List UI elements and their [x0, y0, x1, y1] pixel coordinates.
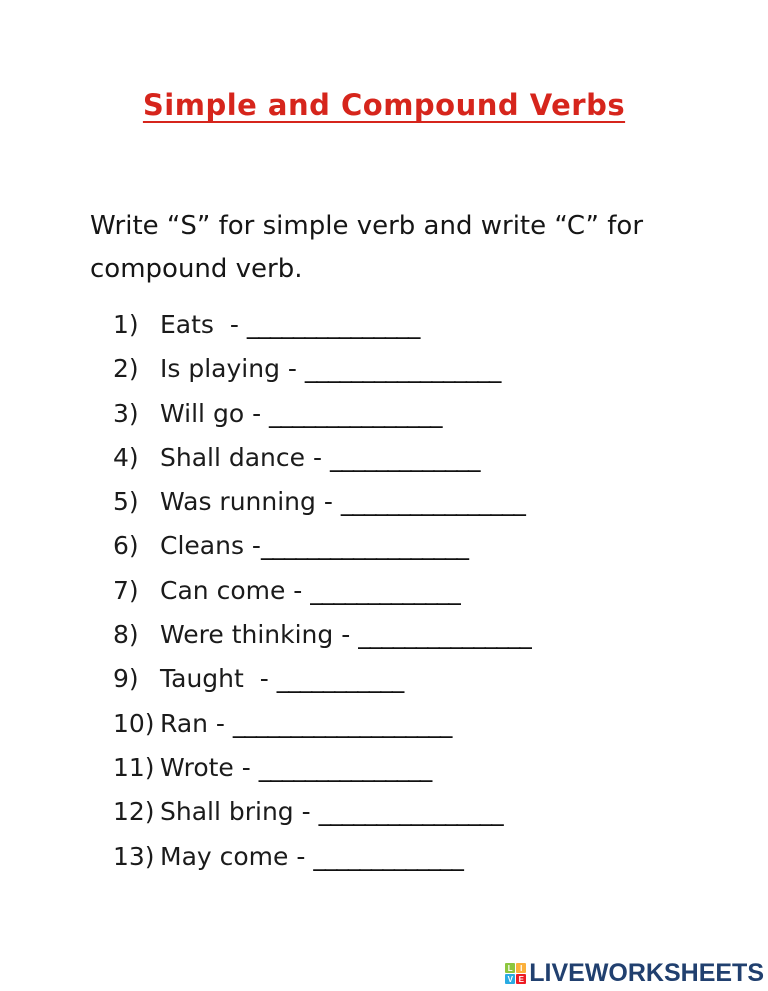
answer-blank[interactable]: ___________________ — [232, 708, 452, 738]
worksheet-item — [113, 702, 748, 746]
item-number: 3) — [113, 398, 139, 428]
answer-blank[interactable]: ________________ — [318, 797, 503, 827]
worksheet-item — [113, 569, 748, 613]
answer-blank[interactable]: _______________ — [246, 310, 420, 339]
worksheet-item — [113, 835, 748, 879]
item-verb-text: Cleans - — [160, 531, 261, 561]
worksheet-item — [113, 303, 748, 347]
item-verb-text: Shall dance - — [160, 442, 330, 472]
worksheet-item — [113, 790, 748, 834]
worksheet-item — [113, 524, 748, 568]
worksheet-item — [113, 746, 748, 790]
worksheet-title: Simple and Compound Verbs — [142, 88, 626, 122]
worksheet-item — [113, 613, 748, 657]
liveworksheets-wordmark: LIVEWORKSHEETS — [529, 959, 764, 987]
item-verb-text: Wrote - — [160, 752, 259, 782]
answer-blank[interactable]: _______________ — [358, 620, 531, 650]
instructions-line-1: Write “S” for simple verb and write “C” for — [90, 211, 644, 241]
item-verb-text: Shall bring - — [160, 797, 319, 827]
item-verb-text: Will go - — [160, 398, 270, 428]
item-number: 13) — [113, 841, 155, 871]
answer-blank[interactable]: __________________ — [260, 531, 468, 561]
item-number: 5) — [113, 487, 139, 517]
item-number: 2) — [113, 354, 139, 384]
answer-blank[interactable]: _______________ — [258, 752, 432, 782]
item-number: 1) — [113, 310, 139, 339]
worksheet-item — [113, 347, 748, 391]
worksheet-item — [113, 392, 748, 436]
answer-blank[interactable]: ___________ — [276, 664, 404, 694]
logo-letter-e-square: E — [516, 974, 526, 984]
answer-blank[interactable]: _____________ — [310, 575, 460, 605]
answer-blank[interactable]: _____________ — [313, 841, 463, 871]
item-number: 7) — [113, 575, 139, 605]
item-verb-text: Taught - — [160, 664, 277, 694]
logo-letter-i-square: I — [516, 963, 526, 973]
answer-blank[interactable]: _________________ — [304, 354, 501, 384]
verb-item-list — [113, 303, 748, 879]
worksheet-item — [113, 436, 748, 480]
answer-blank[interactable]: ________________ — [340, 487, 525, 517]
item-verb-text: Was running - — [160, 487, 341, 517]
answer-blank[interactable]: _______________ — [269, 398, 442, 428]
item-verb-text: Eats - — [160, 310, 247, 339]
liveworksheets-logo-icon — [505, 963, 526, 984]
worksheet-item — [113, 657, 748, 701]
item-number: 8) — [113, 620, 139, 650]
item-verb-text: Were thinking - — [160, 620, 359, 650]
item-number: 9) — [113, 664, 139, 694]
answer-blank[interactable]: _____________ — [329, 442, 480, 472]
item-verb-text: Is playing - — [160, 354, 305, 384]
item-number: 10) — [113, 708, 155, 738]
worksheet-item — [113, 480, 748, 524]
item-verb-text: May come - — [160, 841, 314, 871]
item-number: 4) — [113, 442, 139, 472]
item-verb-text: Ran - — [160, 708, 233, 738]
logo-letter-l-square: L — [505, 963, 515, 973]
instructions-line-2: compound verb. — [90, 254, 303, 284]
worksheet-instructions — [90, 205, 688, 291]
item-verb-text: Can come - — [160, 575, 311, 605]
logo-letter-v-square: V — [505, 974, 515, 984]
item-number: 6) — [113, 531, 139, 561]
item-number: 11) — [113, 752, 155, 782]
item-number: 12) — [113, 797, 155, 827]
liveworksheets-logo[interactable] — [505, 959, 764, 988]
